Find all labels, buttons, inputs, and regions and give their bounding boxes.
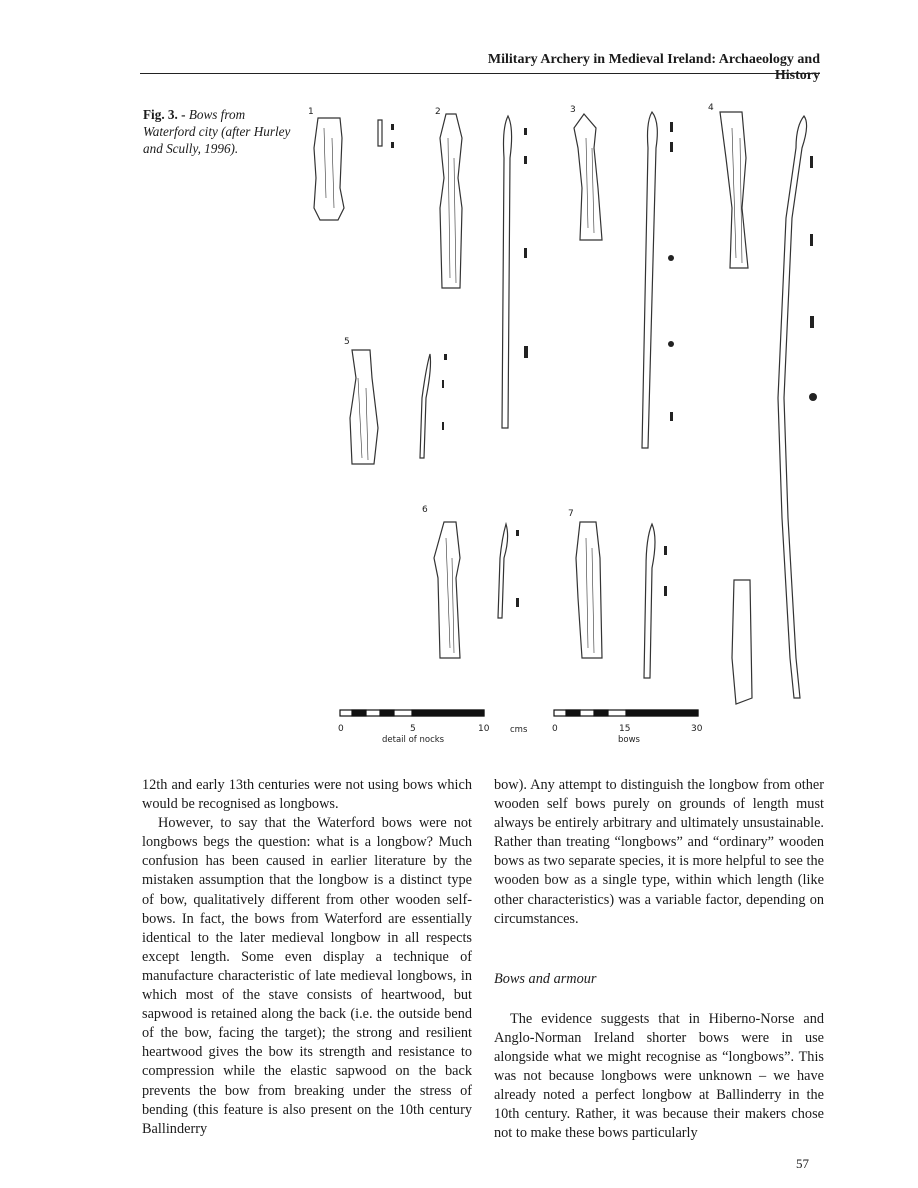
fig-item-2: 2 <box>435 107 441 117</box>
paragraph: 12th and early 13th centuries were not using bows which would be recognised as longbows. <box>142 777 472 813</box>
figure-caption: Fig. 3. - Bows from Waterford city (after Hurley and Scully, 1996). <box>143 107 291 156</box>
fig-item-1: 1 <box>308 107 314 117</box>
paragraph: However, to say that the Waterford bows were not longbows begs the question: what is a longbow? Much confusion has been caused in earlier literature by the mistaken assumption that the longbow is a distinct type of bow, qualitatively different from other wooden self-bows. In fact, the bows from Waterford are essentially identical to the later medieval longbow in all respects except length. Some even display a technique of manufacture characteristic of late medieval longbows, in which most of the stave consists of heartwood, but sapwood is retained along the back (i.e. the outside bend of the bow, facing the target); the strong and resilient heartwood gives the bow its strength and resistance to compression while the elastic sapwood on the back prevents the bow from breaking under the stress of bending (this feature is also present on the 10th century Ballinderry <box>142 815 472 1137</box>
scale-nocks-5: 5 <box>410 724 416 734</box>
fig-item-5: 5 <box>344 337 350 347</box>
page-number: 57 <box>796 1156 809 1171</box>
fig-item-4: 4 <box>708 103 714 113</box>
scale-bar-nocks <box>340 710 484 716</box>
scale-nocks-label: detail of nocks <box>382 735 445 745</box>
bow-drawings-figure <box>296 98 836 758</box>
fig-item-3: 3 <box>570 105 576 115</box>
running-header: Military Archery in Medieval Ireland: Archaeology and History <box>487 52 820 83</box>
scale-units: cms <box>510 725 528 735</box>
bow-4-grip <box>732 580 752 704</box>
paragraph: bow). Any attempt to distinguish the longbow from other wooden self bows purely on grounds of length must always be entirely arbitrary and ultimately unsustainable. Rather than treating “longbows” and “ordinary” wooden bows as two separate species, it is more helpful to see the wooden bow as a single type, within which length (like other characteristics) was a variable factor, depending on circumstances. <box>494 777 824 927</box>
body-column-right <box>494 776 824 1144</box>
bow-5-limb <box>420 354 431 458</box>
scale-bows-label: bows <box>618 735 640 745</box>
bow-6-limb <box>498 524 508 618</box>
bow-7-limb <box>644 524 655 678</box>
header-rule <box>140 73 820 74</box>
figure-label: Fig. 3. <box>143 107 178 122</box>
bow-1-section <box>378 120 382 146</box>
bow-2-nock <box>440 114 462 288</box>
bow-1-nock <box>314 118 344 220</box>
bow-4-longbow <box>778 116 807 698</box>
figure-caption-text: Bows from Waterford city (after Hurley and Scully, 1996). <box>143 107 291 156</box>
scale-nocks-0: 0 <box>338 724 344 734</box>
paragraph: The evidence suggests that in Hiberno-Norse and Anglo-Norman Ireland shorter bows were in use alongside what we might recognise as “longbows”. This was not because longbows were unknown – we have already noted a perfect longbow at Ballinderry in the 10th century. Rather, it was because their makers chose not to make these bows particularly <box>494 1010 824 1142</box>
fig-item-6: 6 <box>422 505 428 515</box>
bow-6-nock <box>434 522 460 658</box>
scale-bows-30: 30 <box>691 724 703 734</box>
bow-7-nock <box>576 522 602 658</box>
scale-nocks-10: 10 <box>478 724 490 734</box>
bow-3-limb <box>642 112 657 448</box>
bow-5-nock <box>350 350 378 464</box>
scale-bows-0: 0 <box>552 724 558 734</box>
scale-bar-bows <box>554 710 698 716</box>
scale-bows-15: 15 <box>619 724 631 734</box>
fig-item-7: 7 <box>568 509 574 519</box>
section-heading: Bows and armour <box>494 970 597 987</box>
body-column-left <box>142 776 472 1139</box>
bow-2-limb <box>502 116 512 428</box>
